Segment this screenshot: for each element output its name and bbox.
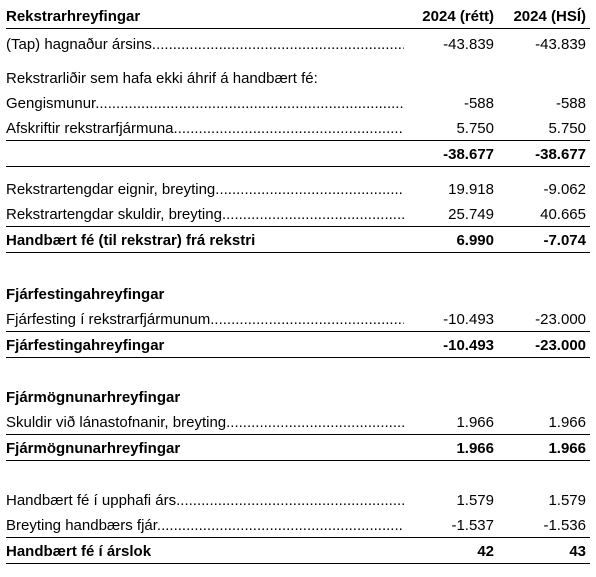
row-value-hsi: 1.966	[548, 414, 586, 431]
total-row	[6, 437, 590, 461]
row-value-corrected: -38.677	[443, 146, 494, 163]
row-value-corrected: 1.966	[456, 414, 494, 431]
row-value-hsi: -23.000	[535, 337, 586, 354]
row-label: Breyting handbærs fjár .....	[6, 517, 404, 534]
row-label: Skuldir við lánastofnanir, breyting .....	[6, 414, 404, 431]
total-row	[6, 229, 590, 253]
row-label: Fjármögnunarhreyfingar	[6, 440, 181, 457]
row-value-hsi: -7.074	[543, 232, 586, 249]
row-value-hsi: 1.966	[548, 440, 586, 457]
row-value-hsi: -43.839	[535, 35, 586, 53]
row-label: Handbært fé (til rekstrar) frá rekstri	[6, 232, 256, 249]
total-row	[6, 540, 590, 564]
row-label: Handbært fé í árslok	[6, 543, 152, 560]
row-value-corrected: -10.493	[443, 311, 494, 328]
row-value-hsi: 40.665	[540, 206, 586, 223]
row-value-corrected: 6.990	[456, 232, 494, 249]
row-value-corrected: 1.966	[456, 440, 494, 457]
table-row	[6, 488, 590, 512]
row-value-corrected: 19.918	[448, 180, 494, 198]
row-value-hsi: 5.750	[548, 120, 586, 137]
table-row	[6, 514, 590, 538]
column-header-corrected: 2024 (rétt)	[422, 8, 494, 25]
row-value-hsi: 43	[569, 543, 586, 560]
row-value-hsi: -9.062	[543, 180, 586, 198]
table-row	[6, 177, 590, 201]
table-row	[6, 203, 590, 227]
row-value-hsi: -1.536	[543, 517, 586, 534]
row-label: (Tap) hagnaður ársins .....	[6, 36, 404, 53]
row-value-corrected: -10.493	[443, 337, 494, 354]
section-heading	[6, 385, 590, 409]
total-row	[6, 334, 590, 358]
row-label: Fjármögnunarhreyfingar	[6, 388, 181, 406]
table-row	[6, 117, 590, 141]
row-value-corrected: -43.839	[443, 35, 494, 53]
table-row	[6, 411, 590, 435]
table-row	[6, 32, 590, 56]
column-header-hsi: 2024 (HSÍ)	[513, 8, 586, 25]
table-row	[6, 66, 590, 90]
table-row	[6, 308, 590, 332]
row-value-corrected: -1.537	[451, 517, 494, 534]
row-label: Rekstrartengdar eignir, breyting .....	[6, 181, 404, 198]
row-label: Handbært fé í upphafi árs .....	[6, 492, 404, 509]
row-label: Rekstrartengdar skuldir, breyting .....	[6, 206, 404, 223]
row-value-corrected: 42	[477, 543, 494, 560]
row-label: Gengismunur .....	[6, 95, 404, 112]
row-label: Rekstrarliðir sem hafa ekki áhrif á handbært fé:	[6, 69, 318, 87]
section-title: Rekstrarhreyfingar	[6, 8, 141, 25]
header-row	[6, 5, 590, 29]
table-row	[6, 91, 590, 115]
row-label: Fjárfesting í rekstrarfjármunum .....	[6, 311, 404, 328]
section-heading	[6, 282, 590, 306]
row-value-corrected: -588	[463, 94, 494, 112]
row-value-corrected: 1.579	[456, 491, 494, 509]
row-value-hsi: -588	[555, 94, 586, 112]
row-value-corrected: 5.750	[456, 120, 494, 137]
row-value-hsi: 1.579	[548, 491, 586, 509]
row-value-hsi: -38.677	[535, 146, 586, 163]
row-label: Fjárfestingahreyfingar	[6, 285, 165, 303]
subtotal-row	[6, 143, 590, 167]
row-value-corrected: 25.749	[448, 206, 494, 223]
row-value-hsi: -23.000	[535, 311, 586, 328]
row-label: Fjárfestingahreyfingar	[6, 337, 165, 354]
row-label: Afskriftir rekstrarfjármuna .....	[6, 120, 404, 137]
